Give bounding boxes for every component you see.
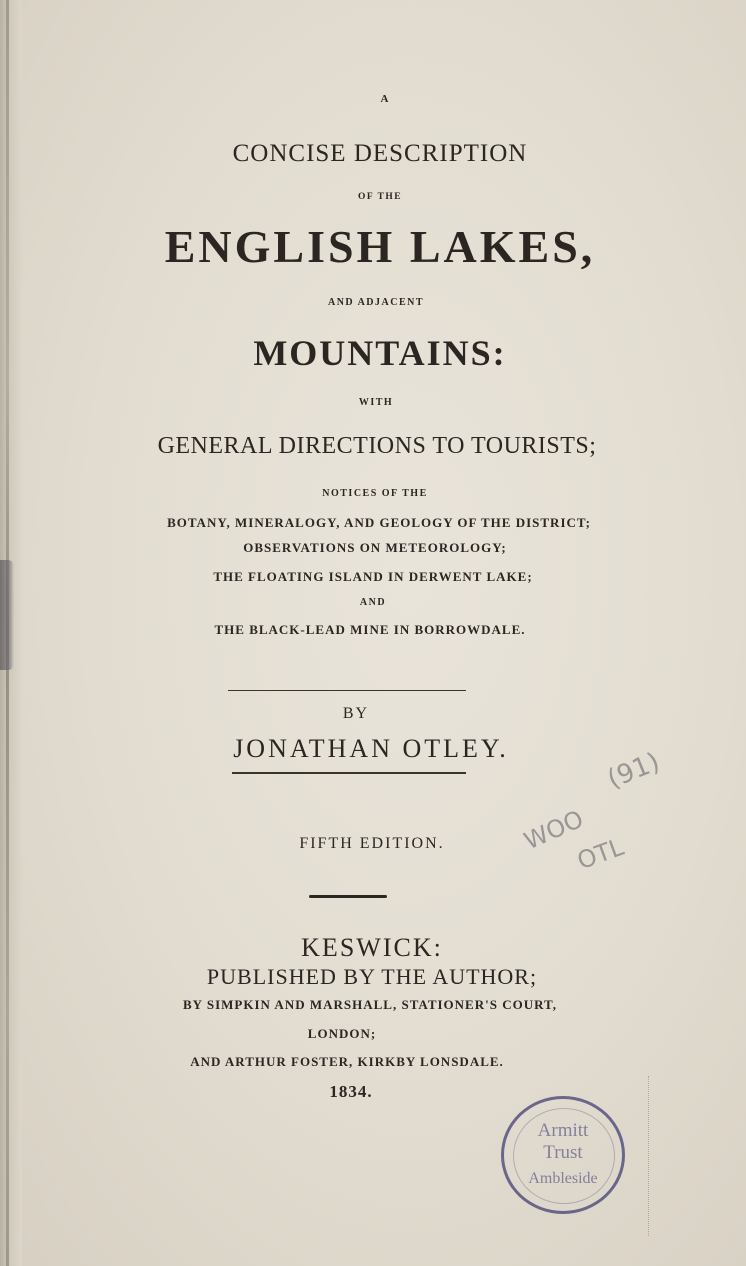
page-edge-shadow	[648, 1076, 651, 1236]
title-line-notices: NOTICES OF THE	[322, 488, 428, 499]
author-by: BY	[342, 705, 370, 722]
imprint-city: LONDON;	[307, 1026, 377, 1041]
title-line-observations: OBSERVATIONS ON METEOROLOGY;	[243, 540, 507, 555]
title-line-black-lead-mine: THE BLACK-LEAD MINE IN BORROWDALE.	[214, 622, 526, 637]
edition-statement: FIFTH EDITION.	[299, 835, 445, 852]
title-line-mountains: MOUNTAINS:	[253, 333, 507, 373]
imprint-publisher: PUBLISHED BY THE AUTHOR;	[206, 964, 538, 989]
stamp-text-armitt: Armitt	[537, 1120, 589, 1141]
title-line-english-lakes: ENGLISH LAKES,	[164, 221, 596, 272]
author-name: JONATHAN OTLEY.	[233, 734, 509, 763]
title-line-and: AND	[359, 597, 387, 608]
title-line-botany: BOTANY, MINERALOGY, AND GEOLOGY OF THE DISTRICT;	[167, 515, 591, 530]
title-article: A	[380, 93, 390, 105]
title-line-general-directions: GENERAL DIRECTIONS TO TOURISTS;	[157, 433, 597, 459]
divider-rule-top	[228, 690, 466, 691]
stamp-text-ambleside: Ambleside	[528, 1170, 598, 1187]
pencil-note-shelfmark-number: (91)	[603, 747, 665, 795]
title-line-of-the: OF THE	[357, 192, 403, 202]
imprint-year: 1834.	[329, 1082, 373, 1101]
title-line-floating-island: THE FLOATING ISLAND IN DERWENT LAKE;	[213, 569, 533, 584]
title-line-with: WITH	[358, 397, 394, 408]
short-divider-rule	[309, 895, 387, 898]
imprint-place: KESWICK:	[301, 933, 443, 962]
pencil-note-shelfmark-author: OTL	[573, 832, 628, 876]
imprint-second-distributor: AND ARTHUR FOSTER, KIRKBY LONSDALE.	[190, 1054, 504, 1069]
divider-rule-bottom	[232, 772, 466, 774]
library-stamp	[501, 1096, 625, 1214]
title-line-concise: CONCISE DESCRIPTION	[232, 140, 528, 167]
title-line-and-adjacent: AND ADJACENT	[327, 297, 425, 308]
pencil-note-shelfmark-prefix: WOO	[519, 804, 588, 856]
imprint-distributor: BY SIMPKIN AND MARSHALL, STATIONER'S COURT,	[183, 997, 557, 1012]
stamp-text-trust: Trust	[543, 1142, 583, 1163]
